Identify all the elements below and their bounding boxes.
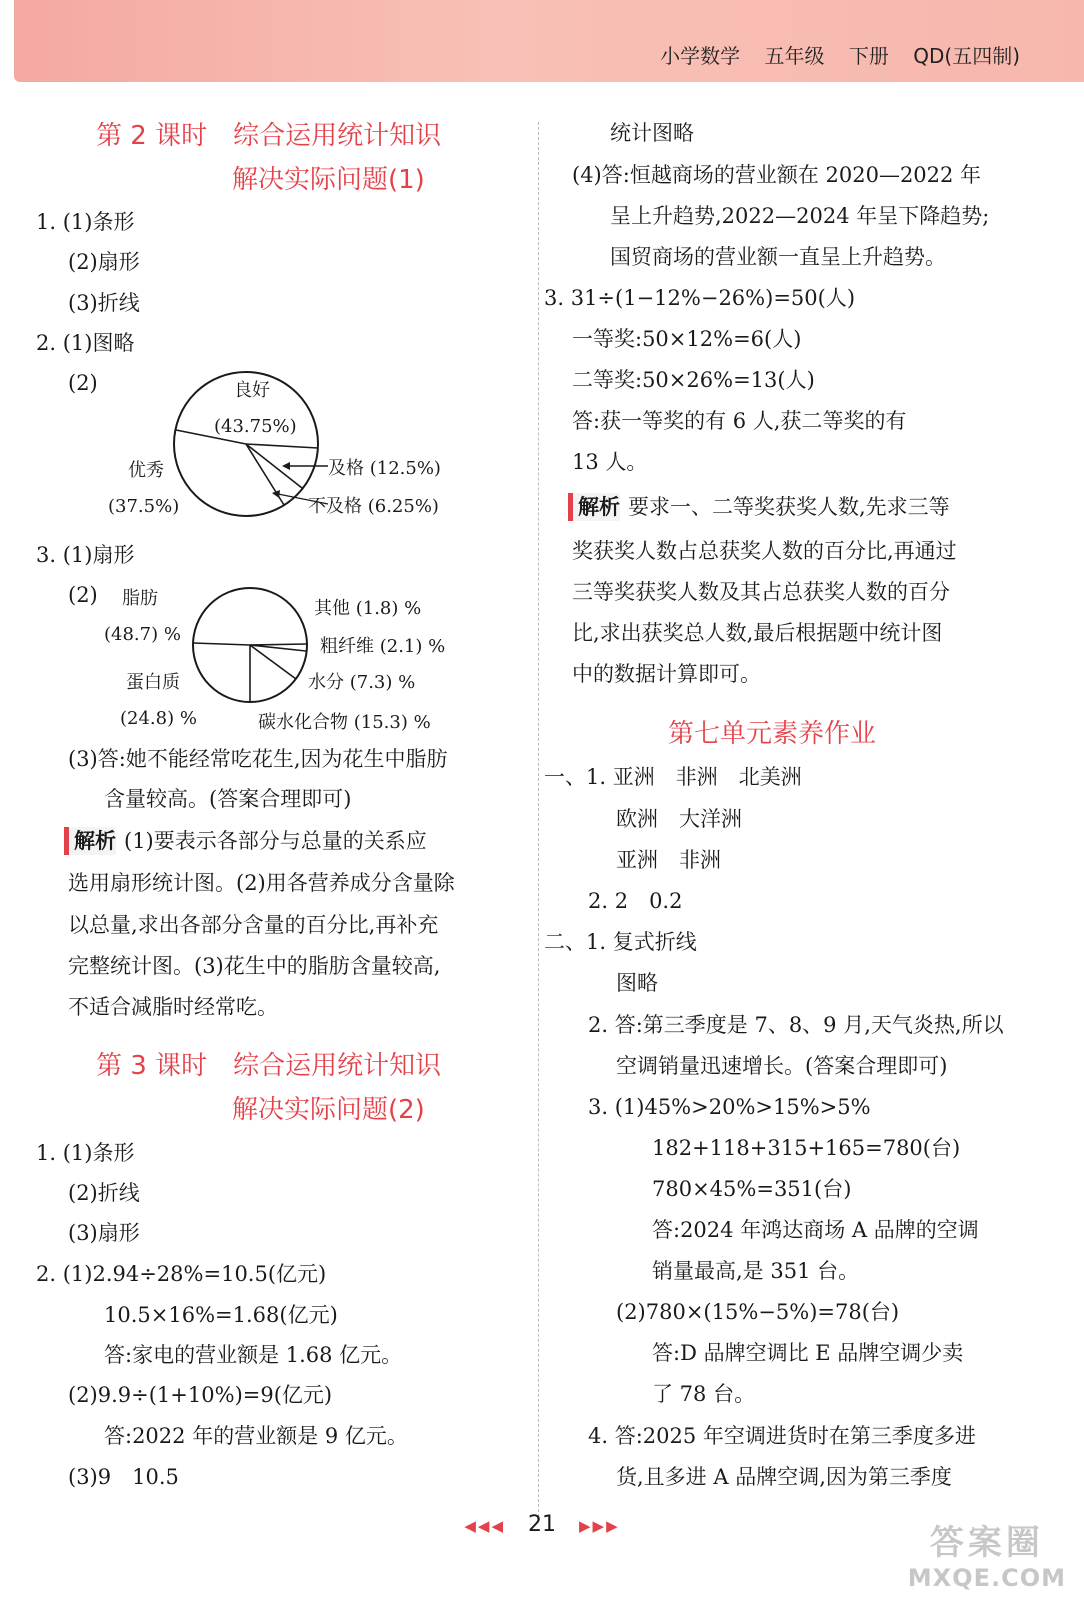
page-header <box>14 0 1084 82</box>
l2-q1-3: (3)折线 <box>68 291 140 315</box>
l3-q1-3: (3)扇形 <box>68 1221 140 1245</box>
pie2-carbs-label: 碳水化合物 (15.3) % <box>258 712 431 733</box>
r-s2-4: 空调销量迅速增长。(答案合理即可) <box>616 1054 948 1078</box>
lesson2-title: 第 2 课时 综合运用统计知识 <box>96 121 442 151</box>
lesson2-subtitle: 解决实际问题(1) <box>232 165 425 195</box>
r-s2-2: 图略 <box>616 971 658 995</box>
r-s3-1: 3. (1)45%>20%>15%>5% <box>588 1095 871 1119</box>
header-subject: 小学数学 <box>660 44 741 68</box>
l3-q1-1: 1. (1)条形 <box>36 1141 135 1165</box>
r-q3-2: 一等奖:50×12%=6(人) <box>572 327 802 351</box>
l2-q2-2: (2) <box>68 371 98 395</box>
column-divider <box>538 122 539 1522</box>
r-s4-2: 货,且多进 A 品牌空调,因为第三季度 <box>616 1465 952 1489</box>
l3-q2-5: 答:2022 年的营业额是 9 亿元。 <box>104 1424 408 1448</box>
r-s3-6: (2)780×(15%−5%)=78(台) <box>616 1300 900 1324</box>
r-q3-5: 13 人。 <box>572 450 648 474</box>
l2-analysis-3: 以总量,求出各部分含量的百分比,再补充 <box>68 913 439 937</box>
pie2-protein-label: 蛋白质 <box>126 672 180 693</box>
header-breadcrumb <box>642 40 1020 69</box>
l3-q2-4: (2)9.9÷(1+10%)=9(亿元) <box>68 1383 333 1407</box>
r-s3-3: 780×45%=351(台) <box>652 1177 852 1201</box>
pie1-excellent-pct: (37.5%) <box>108 496 180 517</box>
l2-q3-3a: (3)答:她不能经常吃花生,因为花生中脂肪 <box>68 747 448 771</box>
page-number: 21 <box>528 1512 556 1537</box>
r-s1-4: 2. 2 0.2 <box>588 889 683 913</box>
r-s1-1: 一、1. 亚洲 非洲 北美洲 <box>544 765 802 789</box>
lesson3-subtitle: 解决实际问题(2) <box>232 1095 425 1125</box>
analysis-tag: 解析 <box>568 493 620 521</box>
pie1-good-label: 良好 <box>234 380 270 401</box>
prev-arrows-icon: ◀◀◀ <box>464 1517 505 1535</box>
pie1-fail-label: 不及格 (6.25%) <box>308 496 439 517</box>
watermark-line2: MXQE.COM <box>907 1564 1066 1592</box>
r-s3-7: 答:D 品牌空调比 E 品牌空调少卖 <box>652 1341 964 1365</box>
nutrition-pie-chart <box>190 585 310 705</box>
r-analysis-5: 中的数据计算即可。 <box>572 662 761 686</box>
r-line-2c: 国贸商场的营业额一直呈上升趋势。 <box>610 245 946 269</box>
r-line-2a: (4)答:恒越商场的营业额在 2020—2022 年 <box>572 163 982 187</box>
pie2-fat-label: 脂肪 <box>122 588 158 609</box>
r-s4-1: 4. 答:2025 年空调进货时在第三季度多进 <box>588 1424 976 1448</box>
r-analysis-4: 比,求出获奖总人数,最后根据题中统计图 <box>572 621 943 645</box>
r-line-1: 统计图略 <box>610 121 694 145</box>
r-analysis-2: 奖获奖人数占总获奖人数的百分比,再通过 <box>572 539 957 563</box>
analysis-tag: 解析 <box>64 827 116 855</box>
pie2-water-label: 水分 (7.3) % <box>308 672 416 693</box>
header-grade: 五年级 <box>764 44 825 68</box>
pie1-pass-label: 及格 (12.5%) <box>328 458 441 479</box>
unit7-title: 第七单元素养作业 <box>668 719 877 749</box>
r-s3-5: 销量最高,是 351 台。 <box>652 1259 860 1283</box>
l2-analysis-5: 不适合减脂时经常吃。 <box>68 995 278 1019</box>
l3-q2-1: 2. (1)2.94÷28%=10.5(亿元) <box>36 1262 327 1286</box>
pie2-fat-pct: (48.7) % <box>104 624 181 645</box>
r-s3-4: 答:2024 年鸿达商场 A 品牌的空调 <box>652 1218 979 1242</box>
r-line-2b: 呈上升趋势,2022—2024 年呈下降趋势; <box>610 204 990 228</box>
r-s3-8: 了 78 台。 <box>652 1382 756 1406</box>
l2-analysis-4: 完整统计图。(3)花生中的脂肪含量较高, <box>68 954 441 978</box>
l3-q2-6: (3)9 10.5 <box>68 1465 179 1489</box>
r-s3-2: 182+118+315+165=780(台) <box>652 1136 961 1160</box>
r-s1-2: 欧洲 大洋洲 <box>616 807 742 831</box>
pie2-other-label: 其他 (1.8) % <box>314 598 422 619</box>
pie2-fiber-label: 粗纤维 (2.1) % <box>320 636 446 657</box>
l3-q2-2: 10.5×16%=1.68(亿元) <box>104 1303 338 1327</box>
watermark-line1: 答案圈 <box>929 1523 1044 1563</box>
r-q3-4: 答:获一等奖的有 6 人,获二等奖的有 <box>572 409 907 433</box>
r-s2-1: 二、1. 复式折线 <box>544 930 697 954</box>
pie1-excellent-label: 优秀 <box>128 460 164 481</box>
r-s2-3: 2. 答:第三季度是 7、8、9 月,天气炎热,所以 <box>588 1013 1004 1037</box>
l3-q1-2: (2)折线 <box>68 1181 140 1205</box>
l2-q3-3b: 含量较高。(答案合理即可) <box>104 787 352 811</box>
l2-q3-1: 3. (1)扇形 <box>36 543 135 567</box>
r-analysis-1: 解析 要求一、二等奖获奖人数,先求三等 <box>568 492 950 522</box>
pie2-protein-pct: (24.8) % <box>120 708 197 729</box>
header-volume: 下册 <box>848 44 889 68</box>
l2-analysis-1: 解析 (1)要表示各部分与总量的关系应 <box>64 826 427 856</box>
l2-q1-2: (2)扇形 <box>68 250 140 274</box>
r-q3-1: 3. 31÷(1−12%−26%)=50(人) <box>544 286 856 310</box>
l2-q3-2: (2) <box>68 583 98 607</box>
l3-q2-3: 答:家电的营业额是 1.68 亿元。 <box>104 1343 403 1367</box>
r-q3-3: 二等奖:50×26%=13(人) <box>572 368 815 392</box>
l2-analysis-2: 选用扇形统计图。(2)用各营养成分含量除 <box>68 871 455 895</box>
lesson3-title: 第 3 课时 综合运用统计知识 <box>96 1051 442 1081</box>
next-arrows-icon: ▶▶▶ <box>579 1517 620 1535</box>
l2-q1-1: 1. (1)条形 <box>36 210 135 234</box>
watermark <box>908 1515 1066 1592</box>
r-analysis-3: 三等奖获奖人数及其占总获奖人数的百分 <box>572 580 950 604</box>
r-s1-3: 亚洲 非洲 <box>616 848 721 872</box>
l2-q2-1: 2. (1)图略 <box>36 331 135 355</box>
pie1-good-pct: (43.75%) <box>214 416 297 437</box>
header-edition: QD(五四制) <box>913 44 1020 68</box>
